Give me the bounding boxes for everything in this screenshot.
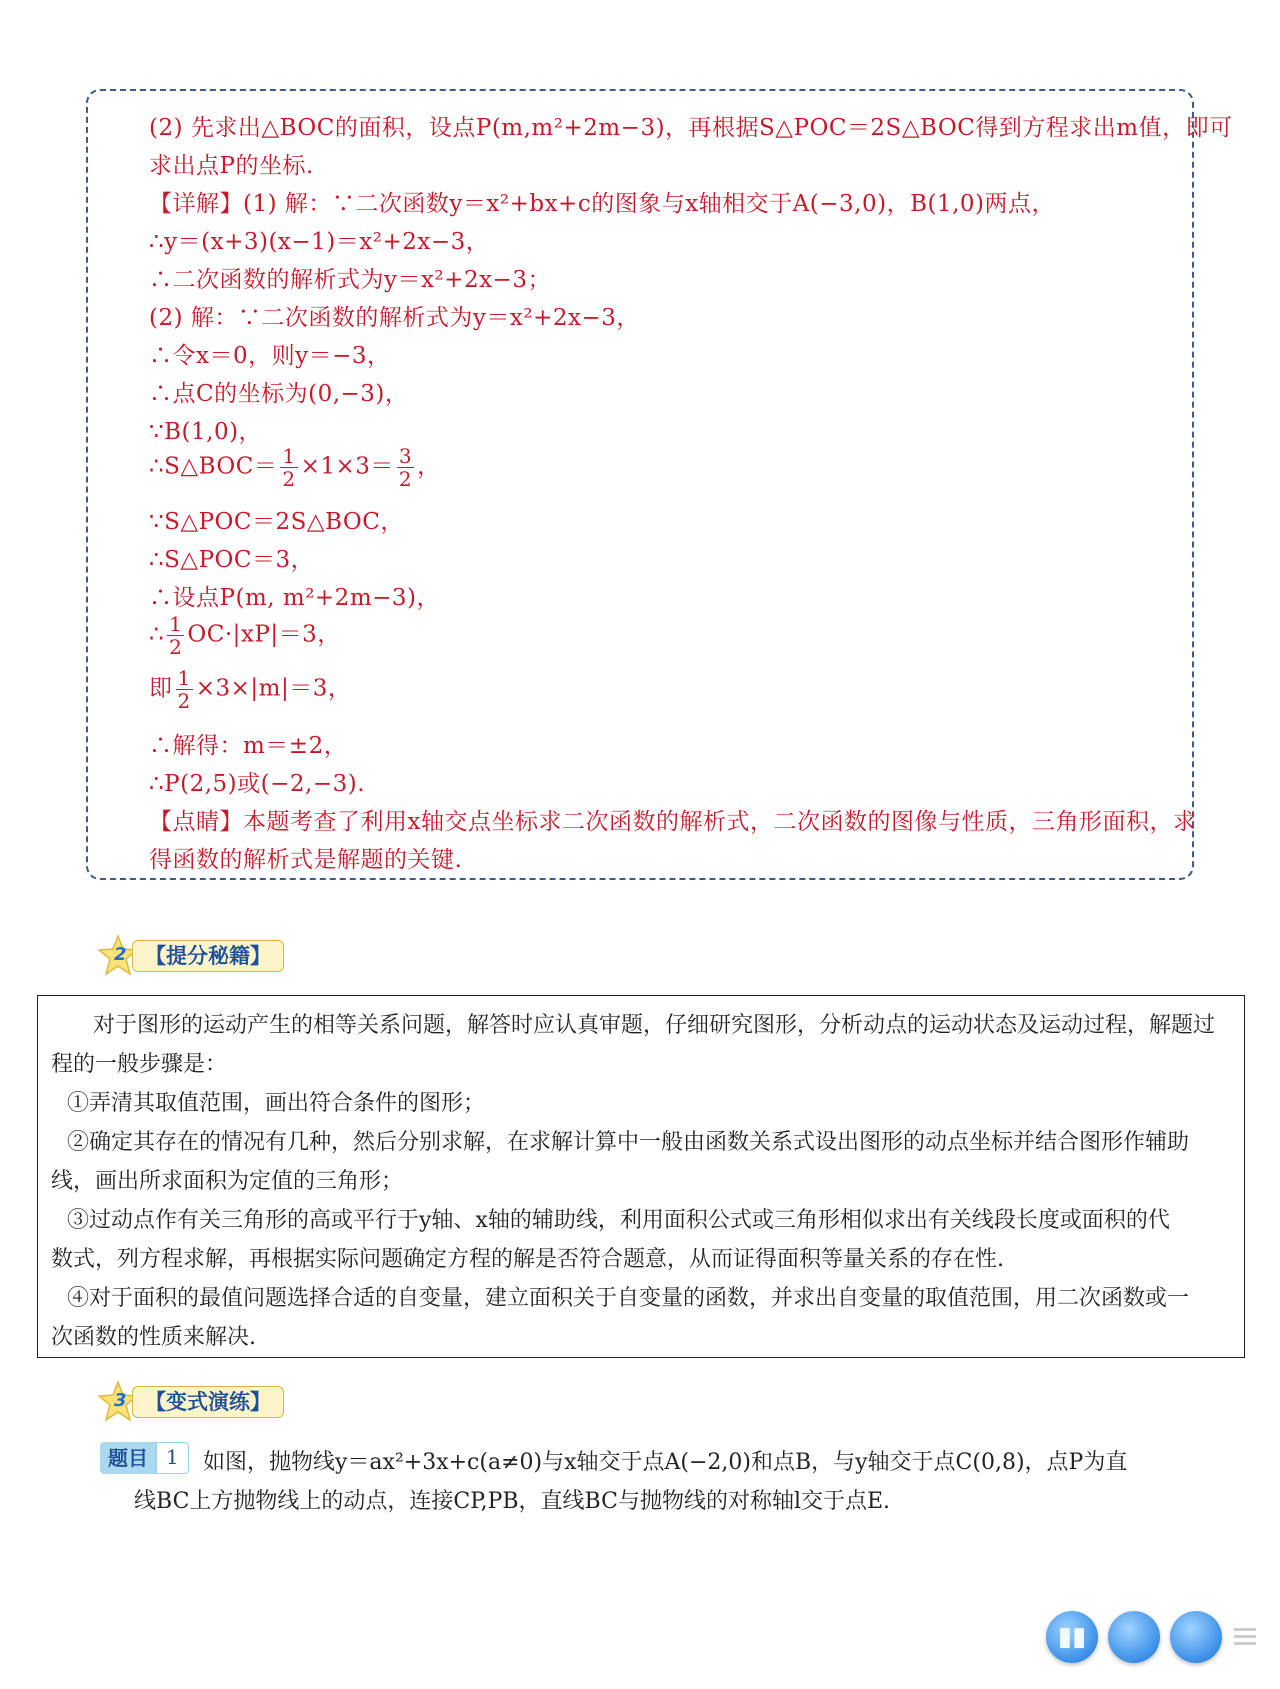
fraction-numerator: 3 — [398, 444, 413, 468]
fraction-denominator: 2 — [169, 635, 183, 659]
fraction-half — [280, 445, 297, 490]
half-oc-rest: OC·|xP|＝3， — [187, 621, 341, 648]
fraction-numerator: 1 — [177, 666, 191, 690]
fraction-numerator: 1 — [169, 612, 183, 636]
area-boc-prefix: ∴S△BOC＝ — [149, 453, 278, 480]
half-m-rest: ×3×|m|＝3， — [195, 675, 352, 702]
namely-word: 即 — [149, 675, 173, 702]
tips-box — [37, 995, 1245, 1358]
tip-step-4: ④对于面积的最值问题选择合适的自变量，建立面积关于自变量的函数，并求出自变量的取值范围，用二次函数或一 — [67, 1286, 1190, 1311]
solution-line: ∴设点P(m, m²+2m−3)， — [149, 585, 441, 611]
fraction-denominator: 2 — [282, 467, 296, 491]
section-number: 3 — [114, 1390, 127, 1411]
area-boc-mid: ×1×3＝ — [300, 453, 394, 480]
fraction-half — [167, 613, 184, 658]
nav-bars-icon: ▮▮ — [1057, 1622, 1087, 1652]
tip-step-2: ②确定其存在的情况有几种，然后分别求解，在求解计算中一般由函数关系式设出图形的动点坐标并结合图形作辅助 — [67, 1130, 1190, 1155]
tip-line: 对于图形的运动产生的相等关系问题，解答时应认真审题，仔细研究图形，分析动点的运动状态及运动过程，解题过 — [93, 1013, 1216, 1038]
solution-line: ∴点C的坐标为(0,−3)， — [149, 381, 409, 407]
solution-line: ∵B(1,0)， — [149, 419, 263, 445]
tip-line: 数式，列方程求解，再根据实际问题确定方程的解是否符合题意，从而证得面积等量关系的存在性. — [51, 1247, 1004, 1272]
solution-line-half-oc — [149, 613, 341, 658]
section-title: 【提分秘籍】 — [132, 940, 284, 972]
solution-key-point-line: 【点睛】本题考查了利用x轴交点坐标求二次函数的解析式，二次函数的图像与性质，三角形面积，求 — [149, 809, 1197, 835]
fraction-half — [176, 667, 193, 712]
solution-line: 求出点P的坐标. — [149, 153, 314, 179]
solution-line: ∴二次函数的解析式为y＝x²+2x−3； — [149, 267, 551, 293]
menu-lines-icon[interactable] — [1234, 1628, 1256, 1648]
solution-detail-line: 【详解】(1) 解：∵二次函数y＝x²+bx+c的图象与x轴相交于A(−3,0)，B(1,0)两点， — [149, 191, 1055, 217]
solution-line: ∴P(2,5)或(−2,−3). — [149, 771, 366, 797]
solution-line-area-boc — [149, 445, 441, 490]
fraction-numerator: 1 — [282, 444, 296, 468]
exercise-label: 题目 — [100, 1442, 156, 1474]
exercise-number: 1 — [156, 1442, 189, 1474]
section-number: 2 — [114, 944, 127, 965]
tip-line: 程的一般步骤是： — [51, 1052, 228, 1077]
exercise-tag — [100, 1442, 189, 1474]
solution-line: ∴S△POC＝3， — [149, 547, 315, 573]
solution-line: ∴令x＝0，则y＝−3， — [149, 343, 391, 369]
tip-line: 次函数的性质来解决. — [51, 1325, 256, 1350]
solution-line: ∵S△POC＝2S△BOC， — [149, 509, 404, 535]
area-boc-suffix: ， — [417, 453, 441, 480]
solution-line: (2) 解：∵二次函数的解析式为y＝x²+2x−3， — [149, 305, 640, 331]
fraction-denominator: 2 — [398, 467, 413, 491]
exercise-text-line: 线BC上方抛物线上的动点，连接CP,PB，直线BC与抛物线的对称轴l交于点E. — [134, 1489, 891, 1514]
therefore-symbol: ∴ — [149, 621, 165, 648]
solution-box — [86, 89, 1233, 880]
tip-step-1: ①弄清其取值范围，画出符合条件的图形； — [67, 1091, 486, 1116]
exercise-text-line: 如图，抛物线y＝ax²+3x+c(a≠0)与x轴交于点A(−2,0)和点B，与y轴交于点C(0,8)，点P为直 — [203, 1450, 1128, 1475]
fraction-denominator: 2 — [177, 689, 191, 713]
tip-line: 线，画出所求面积为定值的三角形； — [51, 1169, 404, 1194]
fraction-three-halves — [397, 445, 414, 490]
solution-line: ∴y＝(x+3)(x−1)＝x²+2x−3， — [149, 229, 490, 255]
solution-line-half-m — [149, 667, 351, 712]
nav-button-last[interactable] — [1170, 1611, 1222, 1663]
solution-line: 得函数的解析式是解题的关键. — [149, 847, 463, 873]
nav-button-middle[interactable] — [1108, 1611, 1160, 1663]
nav-button-first[interactable] — [1046, 1611, 1098, 1663]
solution-line: ∴解得：m＝±2， — [149, 733, 348, 759]
section-title: 【变式演练】 — [132, 1386, 284, 1418]
solution-line: (2) 先求出△BOC的面积，设点P(m,m²+2m−3)，再根据S△POC＝2S△BOC得到方程求出m值，即可 — [149, 115, 1233, 141]
tip-step-3: ③过动点作有关三角形的高或平行于y轴、x轴的辅助线，利用面积公式或三角形相似求出有关线段长度或面积的代 — [67, 1208, 1170, 1233]
